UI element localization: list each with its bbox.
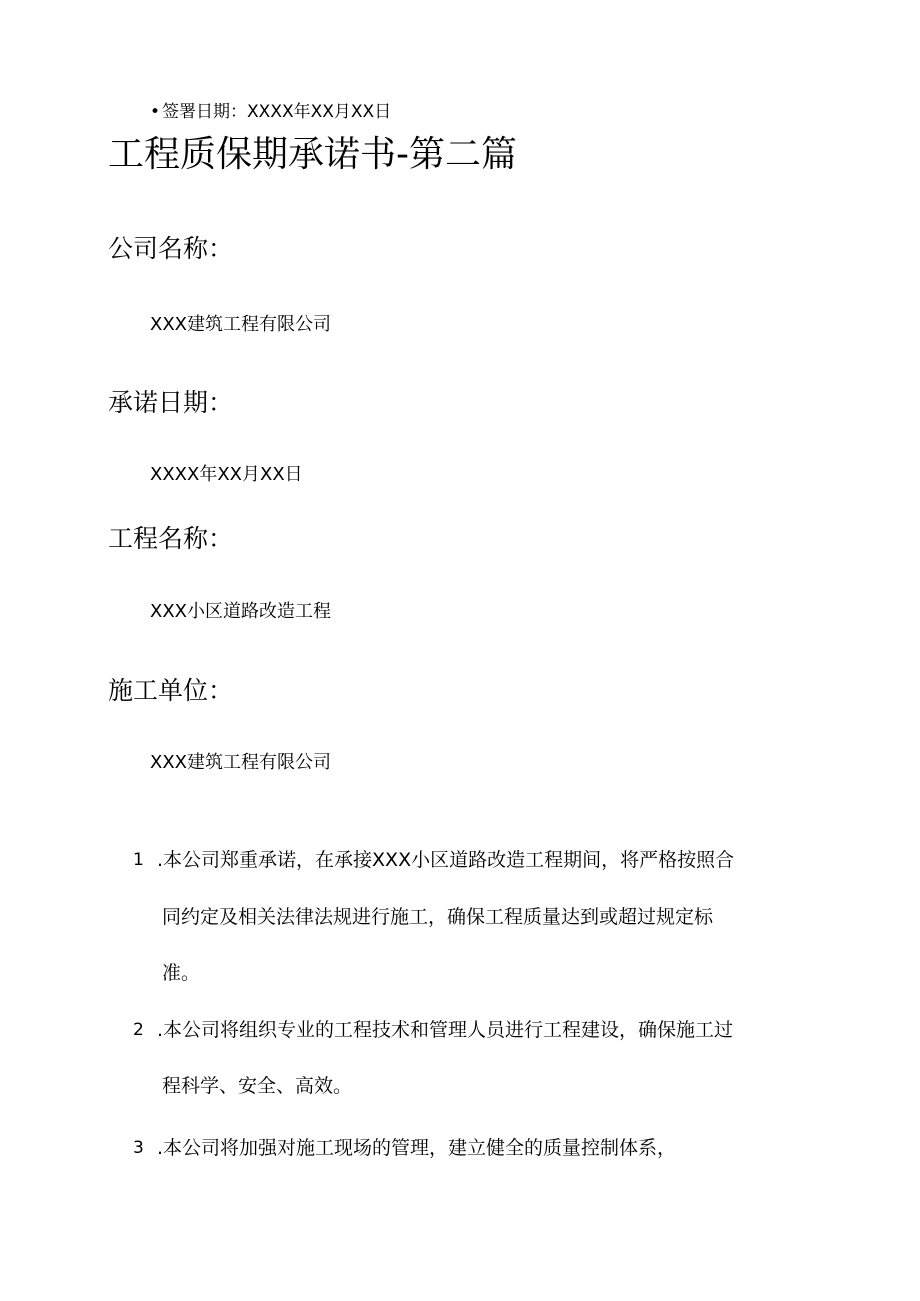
field-value-date: XXXX年XX月XX日 [150, 464, 303, 485]
field-label-date: 承诺日期： [108, 388, 234, 417]
field-label-contractor: 施工单位： [108, 676, 234, 705]
field-value-contractor: XXX建筑工程有限公司 [150, 752, 331, 773]
document-title: 工程质保期承诺书-第二篇 [108, 134, 517, 175]
list-item-number: 2 [133, 1020, 144, 1040]
list-item-line: 同约定及相关法律法规进行施工，确保工程质量达到或超过规定标 [162, 906, 714, 928]
list-item-line: 准。 [162, 962, 201, 984]
list-item-line: .本公司将加强对施工现场的管理，建立健全的质量控制体系， [157, 1137, 677, 1159]
field-value-project: XXX小区道路改造工程 [150, 601, 331, 622]
bullet-icon: • [150, 102, 161, 122]
list-item-line: .本公司郑重承诺，在承接XXX小区道路改造工程期间，将严格按照合 [157, 849, 735, 871]
list-item-number: 3 [133, 1138, 144, 1158]
field-label-company: 公司名称： [108, 234, 234, 263]
sign-date-line [150, 100, 391, 124]
field-label-project: 工程名称： [108, 524, 234, 553]
list-item-number: 1 [133, 850, 144, 870]
sign-date-text: 签署日期：XXXX年XX月XX日 [162, 102, 392, 122]
list-item-line: .本公司将组织专业的工程技术和管理人员进行工程建设，确保施工过 [157, 1019, 734, 1041]
list-item-line: 程科学、安全、高效。 [162, 1075, 353, 1097]
field-value-company: XXX建筑工程有限公司 [150, 314, 331, 335]
